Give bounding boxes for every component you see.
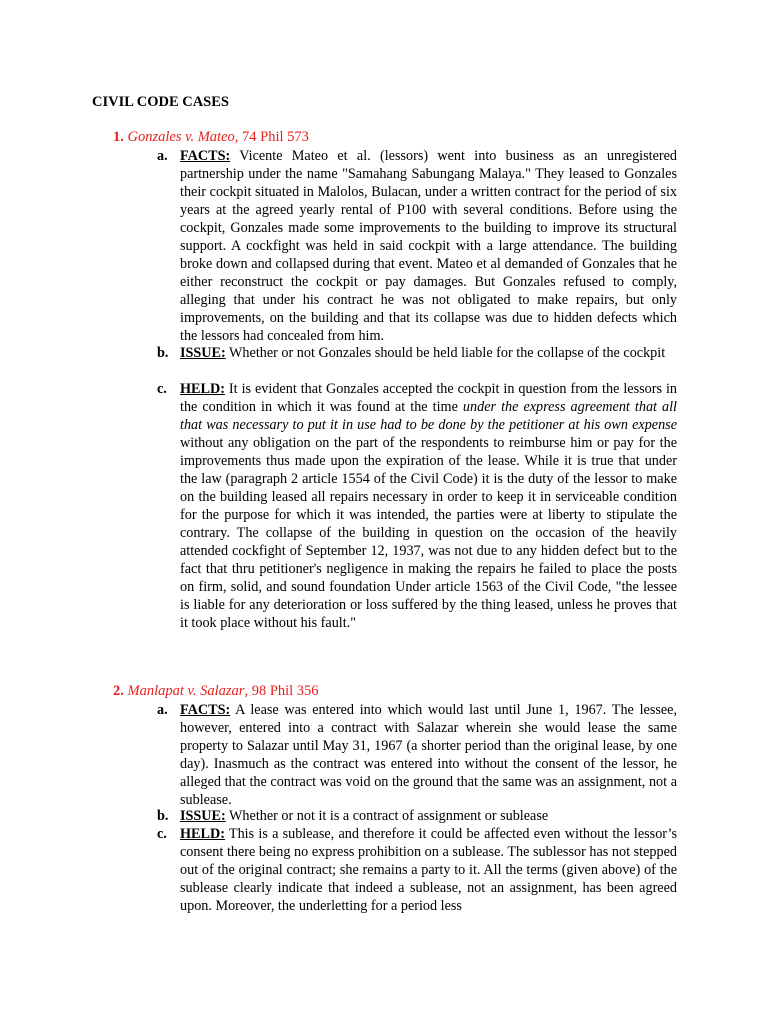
held-letter: c. xyxy=(157,826,167,842)
held-text-emphasis: under the express agreement that all that was necessary to put it in use had to be done by the petitioner at his own expense xyxy=(180,399,678,433)
case-name: Manlapat v. Salazar xyxy=(127,683,245,699)
held-text-continued: without any obligation on the part of the respondents to reimburse him or pay for the improvements thus made upon the expiration of the lease. While it is true that under the law (paragraph 2 article 1554 of the Civil Code) it is the duty of the lessor to make on the building leased all repairs necessary in order to keep it in serviceable condition for the purpose for which it was intended, the parties were at liberty to stipulate the contrary. The collapse of the building in question on the occasion of the heavily attended cockfight of September 12, 1937, was not due to any hidden defect but to the fact that thru petitioner's negligence in making the repairs he failed to place the posts on firm, solid, and sound foundation Under article 1563 of the Civil Code, "the lessee is liable for any deterioration or loss suffered by the thing leased, unless he proves that it took place without his fault." xyxy=(180,435,677,631)
facts-letter: a. xyxy=(157,148,168,164)
case-heading xyxy=(113,128,309,146)
case-number: 2. xyxy=(113,683,124,699)
held-label: HELD: xyxy=(180,826,225,842)
held-text: It is evident that Gonzales accepted the cockpit in question from the lessors in the condition in which it was found at the time xyxy=(180,381,677,415)
case-heading xyxy=(113,682,319,700)
case-issue xyxy=(157,807,677,825)
case-issue xyxy=(157,344,677,362)
issue-letter: b. xyxy=(157,345,169,361)
issue-text: Whether or not it is a contract of assignment or sublease xyxy=(225,808,549,824)
facts-label: FACTS: xyxy=(180,148,231,164)
held-label: HELD: xyxy=(180,381,225,397)
case-facts xyxy=(157,701,677,809)
case-citation: , 74 Phil 573 xyxy=(234,129,309,145)
facts-text: A lease was entered into which would last until June 1, 1967. The lessee, however, entered into a contract with Salazar wherein she would lease the same property to Salazar until May 31, 1967 (a shorter period than the original lease, by one day). Inasmuch as the contract was entered into without the consent of the lessor, he alleged that the contract was void on the ground that the same was an assignment, not a sublease. xyxy=(180,702,677,808)
held-letter: c. xyxy=(157,381,167,397)
issue-label: ISSUE: xyxy=(180,345,226,361)
held-text: This is a sublease, and therefore it could be affected even without the lessor’s consent there being no express prohibition on a sublease. The sublessor has not stepped out of the original contract; she remains a party to it. All the terms (given above) of the sublease clearly indicate that indeed a sublease, not an assignment, has been agreed upon. Moreover, the underletting for a period less xyxy=(180,826,677,914)
case-citation: , 98 Phil 356 xyxy=(244,683,319,699)
facts-label: FACTS: xyxy=(180,702,231,718)
case-held xyxy=(157,825,677,915)
facts-text: Vicente Mateo et al. (lessors) went into business as an unregistered partnership under the name "Samahang Sabungang Malaya." They leased to Gonzales their cockpit situated in Malolos, Bulacan, under a written contract for the period of six years at the agreed yearly rental of P100 with several conditions. Before using the cockpit, Gonzales made some improvements to the building to improve its structural support. A cockfight was held in said cockpit with a large attendance. The building broke down and collapsed during that event. Mateo et al demanded of Gonzales that he either reconstruct the cockpit or pay damages. But Gonzales refused to comply, alleging that under his contract he was not obligated to make repairs, but only improvements, on the building and that its collapse was due to hidden defects which the lessors had concealed from him. xyxy=(180,148,677,344)
issue-letter: b. xyxy=(157,808,169,824)
case-held xyxy=(157,380,678,632)
document-title: CIVIL CODE CASES xyxy=(92,94,229,110)
case-number: 1. xyxy=(113,129,124,145)
facts-letter: a. xyxy=(157,702,168,718)
case-name: Gonzales v. Mateo xyxy=(127,129,235,145)
issue-label: ISSUE: xyxy=(180,808,226,824)
case-facts xyxy=(157,147,677,345)
issue-text: Whether or not Gonzales should be held liable for the collapse of the cockpit xyxy=(225,345,666,361)
